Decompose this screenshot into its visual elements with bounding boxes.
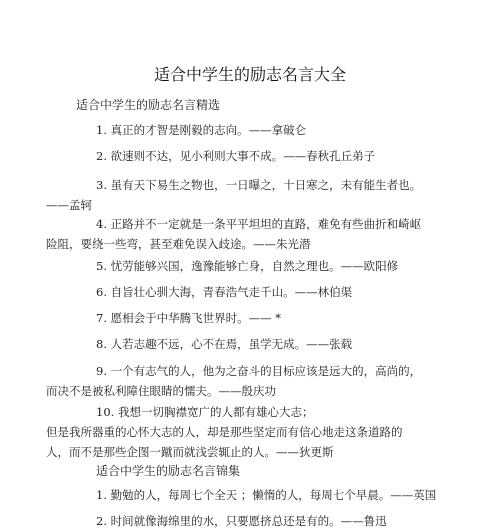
quote2-item-2 bbox=[46, 511, 426, 531]
quote-text-continued: 而决不是被私利障住眼睛的懦夫。——殷庆功 bbox=[46, 384, 276, 398]
quote-text-continued: ——孟轲 bbox=[46, 198, 92, 212]
quote-item-10 bbox=[46, 402, 426, 462]
quote-text: 4. 正路并不一定就是一条平平坦坦的直路，难免有些曲折和崎岖 bbox=[96, 217, 422, 231]
quote-text: 9. 一个有志气的人，他为之奋斗的目标应该是远大的，高尚的， bbox=[96, 364, 422, 378]
quote-item-6 bbox=[46, 282, 426, 302]
section-heading-selected: 适合中学生的励志名言精选 bbox=[76, 98, 221, 112]
quote-item-8 bbox=[46, 334, 426, 354]
quote-item-5 bbox=[46, 256, 426, 276]
quote-text: 1. 勤勉的人，每周七个全天 ；懒惰的人，每周七个早晨。——英国 bbox=[96, 488, 437, 502]
quote-text: 2. 欲速则不达，见小利则大事不成。——春秋孔丘弟子 bbox=[96, 149, 376, 163]
quote-text: 7. 愿相会于中华腾飞世界时。—— * bbox=[96, 311, 282, 325]
quote-text: 10. 我想一切胸襟宽广的人都有雄心大志； bbox=[96, 405, 314, 419]
quote-text: 5. 忧劳能够兴国，逸豫能够亡身，自然之理也。——欧阳修 bbox=[96, 259, 399, 273]
quote-text-continued: 但是我所器重的心怀大志的人，却是那些坚定而有信心地走这条道路的 bbox=[46, 425, 403, 439]
quote-item-2 bbox=[46, 146, 426, 166]
quote2-item-1 bbox=[46, 485, 437, 505]
quote-text: 8. 人若志趣不远，心不在焉，虽学无成。——张载 bbox=[96, 337, 353, 351]
section-heading-collection: 适合中学生的励志名言锦集 bbox=[96, 464, 241, 478]
quote-item-3 bbox=[46, 175, 426, 215]
quote-text: 3. 虽有天下易生之物也，一日曝之，十日寒之，未有能生者也。 bbox=[96, 178, 422, 192]
quote-item-4 bbox=[46, 214, 426, 254]
quote-text-continued: 险阻，要绕一些弯，甚至难免误入歧途。——朱光潜 bbox=[46, 237, 311, 251]
quote-text: 2. 时间就像海绵里的水，只要愿挤总还是有的。——鲁迅 bbox=[96, 514, 387, 528]
quote-text-continued: 人，而不是那些企图一蹴而就浅尝辄止的人。——狄更斯 bbox=[46, 445, 334, 459]
quote-text: 6. 自旨壮心驯大海，青春浩气走千山。——林伯渠 bbox=[96, 285, 353, 299]
quote-text: 1. 真正的才智是刚毅的志向。——拿破仑 bbox=[96, 123, 307, 137]
quote-item-1 bbox=[46, 120, 426, 140]
quote-item-9 bbox=[46, 361, 426, 401]
quote-item-7 bbox=[46, 308, 426, 328]
page-title: 适合中学生的励志名言大全 bbox=[153, 65, 346, 84]
